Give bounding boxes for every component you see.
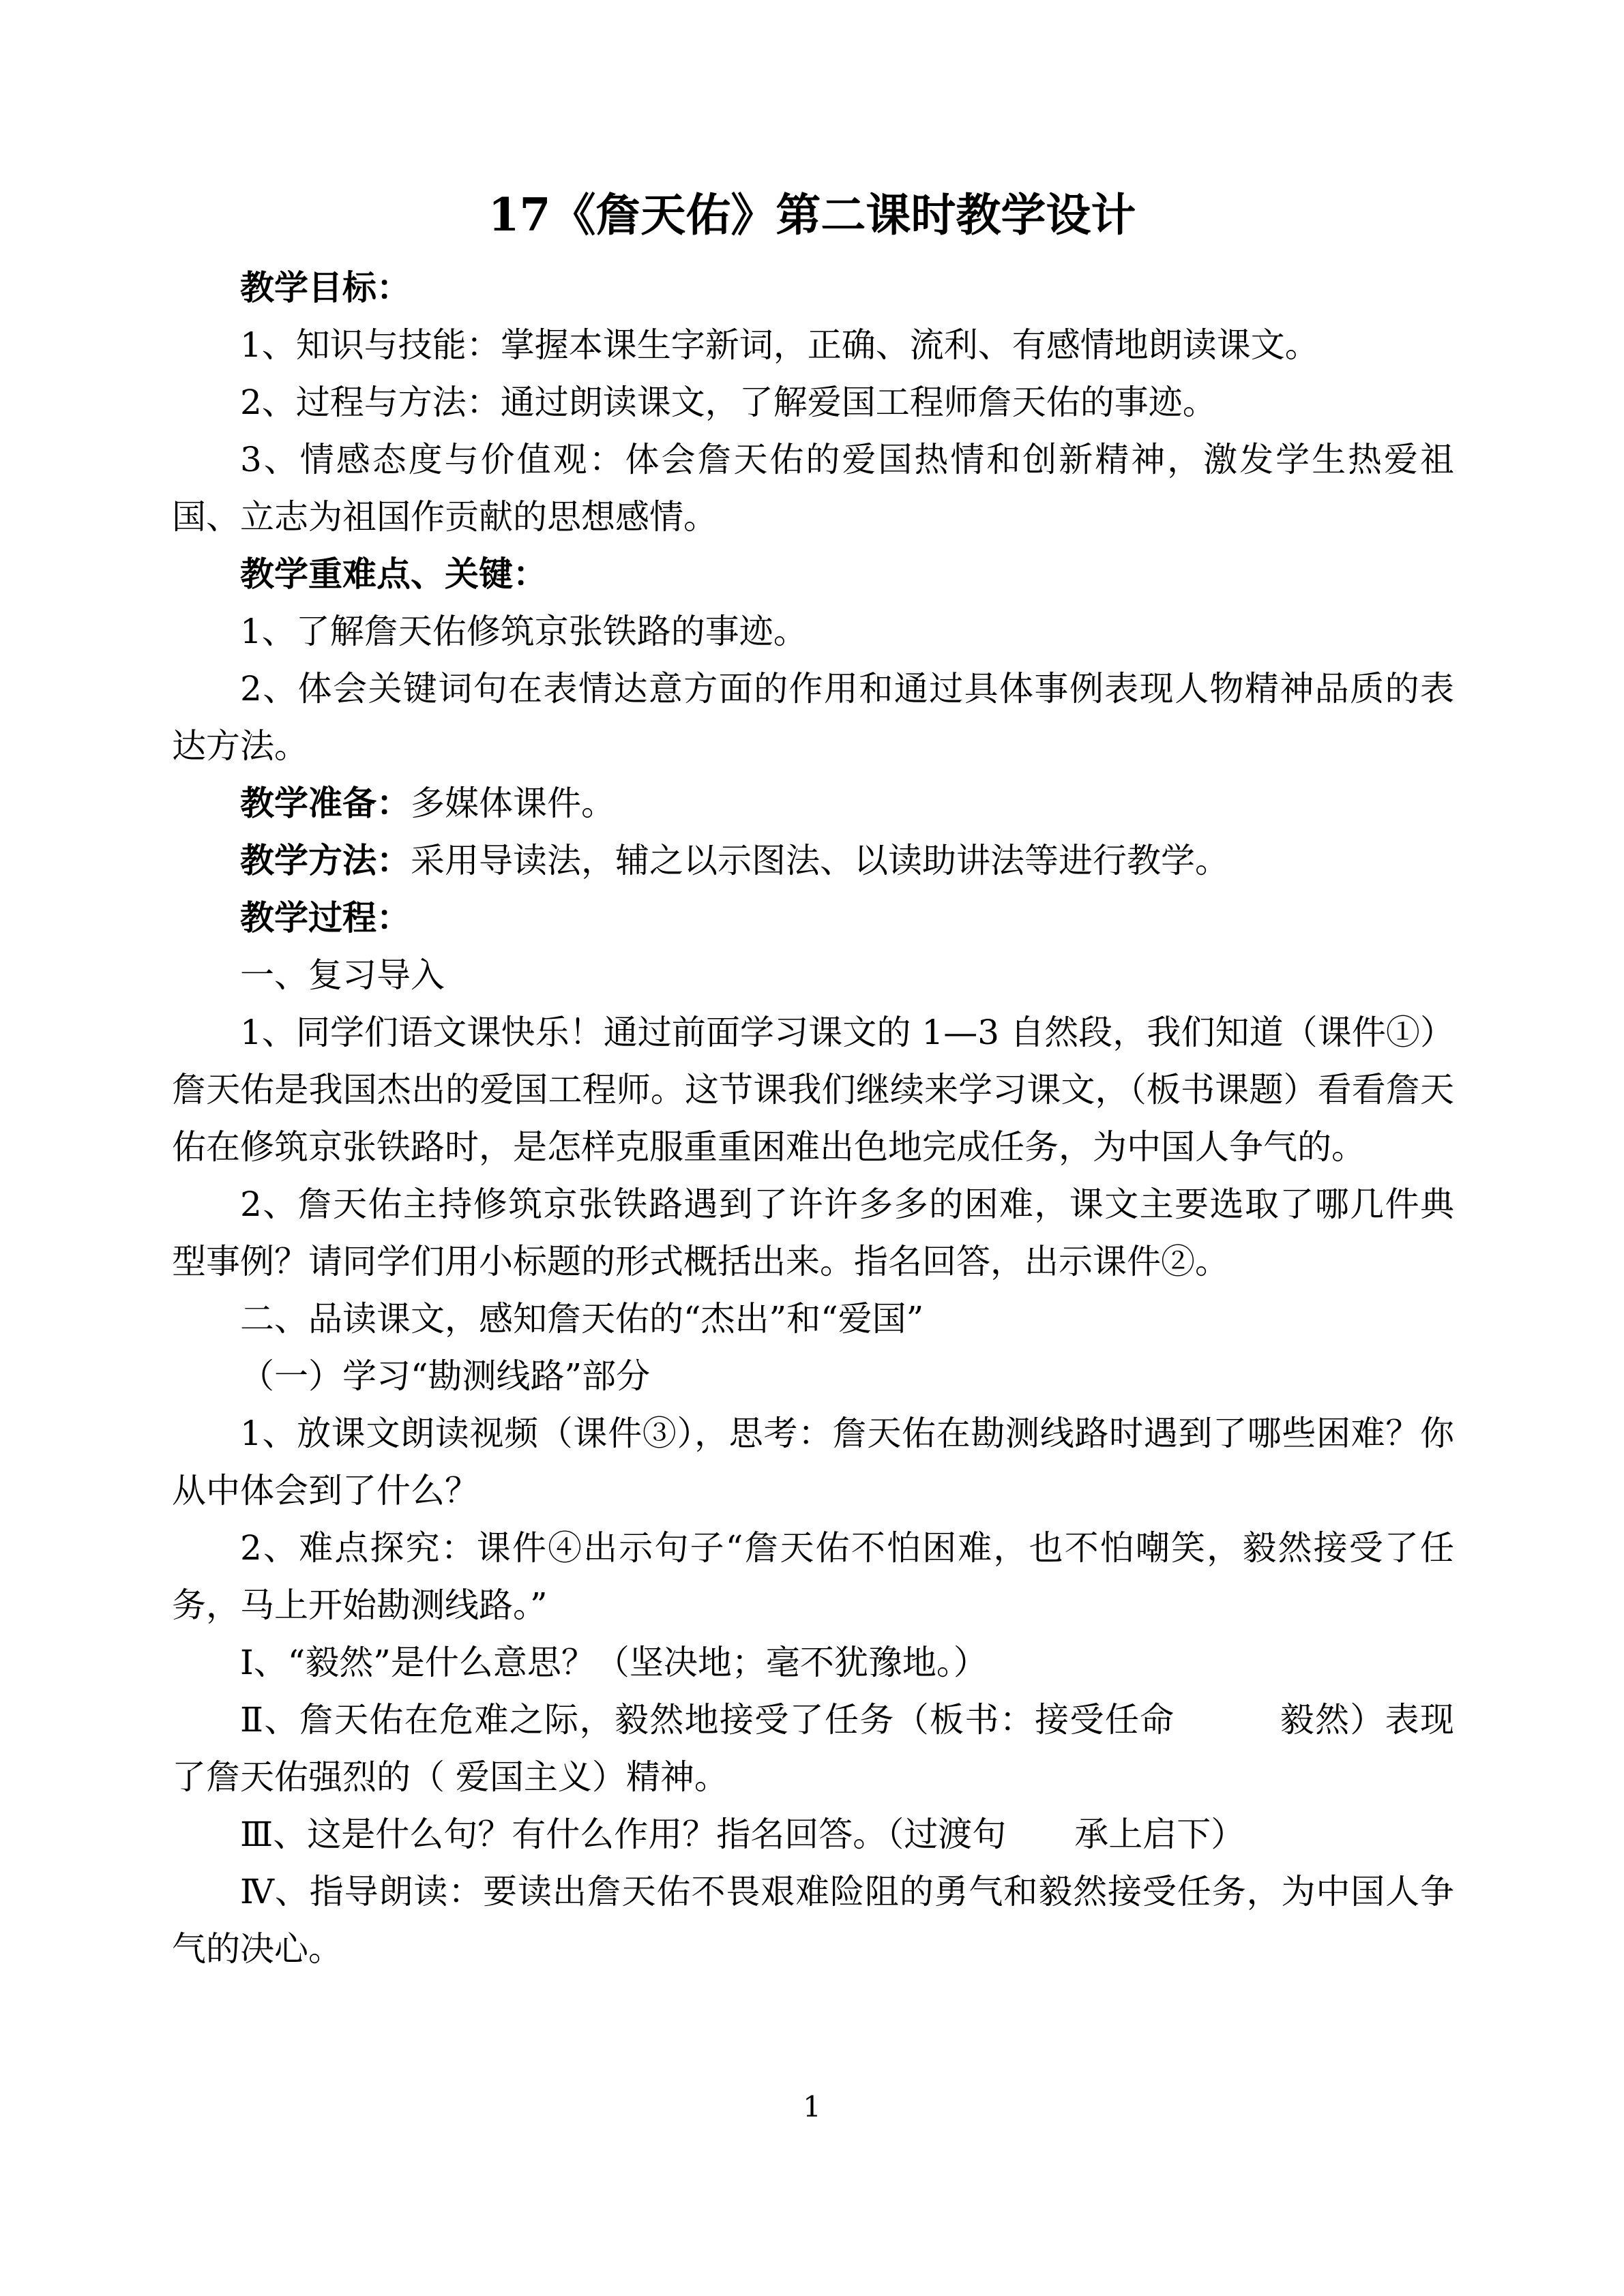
subsection-1-heading: （一）学习“勘测线路”部分 [240,1356,651,1396]
roman-item-2: Ⅱ、詹天佑在危难之际，毅然地接受了任务（板书：接受任命 毅然）表现了詹天佑强烈的（ 爱国主义）精神。 [172,1700,1454,1797]
keypoint-2: 2、体会关键词句在表情达意方面的作用和通过具体事例表现人物精神品质的表达方法。 [172,669,1454,766]
review-paragraph-1: 1、同学们语文课快乐！通过前面学习课文的 1—3 自然段，我们知道（课件①）詹天佑是我国杰出的爱国工程师。这节课我们继续来学习课文，（板书课题）看看詹天佑在修筑京张铁路时，是怎样克服重重困难出色地完成任务，为中国人争气的。 [172,1013,1454,1167]
review-paragraph-2: 2、詹天佑主持修筑京张铁路遇到了许许多多的困难，课文主要选取了哪几件典型事例？请同学们用小标题的形式概括出来。指名回答，出示课件②。 [172,1184,1454,1281]
roman-item-1: Ⅰ、“毅然”是什么意思？（坚决地；毫不犹豫地。） [240,1643,988,1682]
study-paragraph-2: 2、难点探究：课件④出示句子“詹天佑不怕困难，也不怕嘲笑，毅然接受了任务，马上开始勘测线路。” [172,1528,1454,1625]
goal-1: 1、知识与技能：掌握本课生字新词，正确、流利、有感情地朗读课文。 [240,325,1319,365]
prep-label: 教学准备： [240,783,411,823]
section-2-heading: 二、品读课文，感知詹天佑的“杰出”和“爱国” [240,1299,924,1339]
goals-heading: 教学目标： [240,267,411,308]
keypoints-heading: 教学重难点、关键： [240,554,547,594]
prep-line [172,775,1454,832]
method-label: 教学方法： [240,840,411,880]
section-1-heading: 一、复习导入 [240,955,445,995]
prep-text: 多媒体课件。 [411,784,615,823]
keypoint-1: 1、了解詹天佑修筑京张铁路的事迹。 [240,612,808,651]
roman-item-4: Ⅳ、指导朗读：要读出詹天佑不畏艰难险阻的勇气和毅然接受任务，为中国人争气的决心。 [172,1872,1454,1969]
goal-3: 3、情感态度与价值观：体会詹天佑的爱国热情和创新精神，激发学生热爱祖国、立志为祖国作贡献的思想感情。 [172,440,1454,537]
roman-item-3: Ⅲ、这是什么句？有什么作用？指名回答。（过渡句 承上启下） [240,1815,1245,1854]
method-line [172,832,1454,889]
study-paragraph-1: 1、放课文朗读视频（课件③），思考：詹天佑在勘测线路时遇到了哪些困难？你从中体会到了什么？ [172,1414,1454,1510]
goal-2: 2、过程与方法：通过朗读课文，了解爱国工程师詹天佑的事迹。 [240,383,1217,422]
process-heading: 教学过程： [240,897,411,938]
method-text: 采用导读法，辅之以示图法、以读助讲法等进行教学。 [411,841,1229,880]
document-title: 17《詹天佑》第二课时教学设计 [488,188,1136,241]
document-body [172,259,1454,1978]
page-number: 1 [803,2090,821,2123]
